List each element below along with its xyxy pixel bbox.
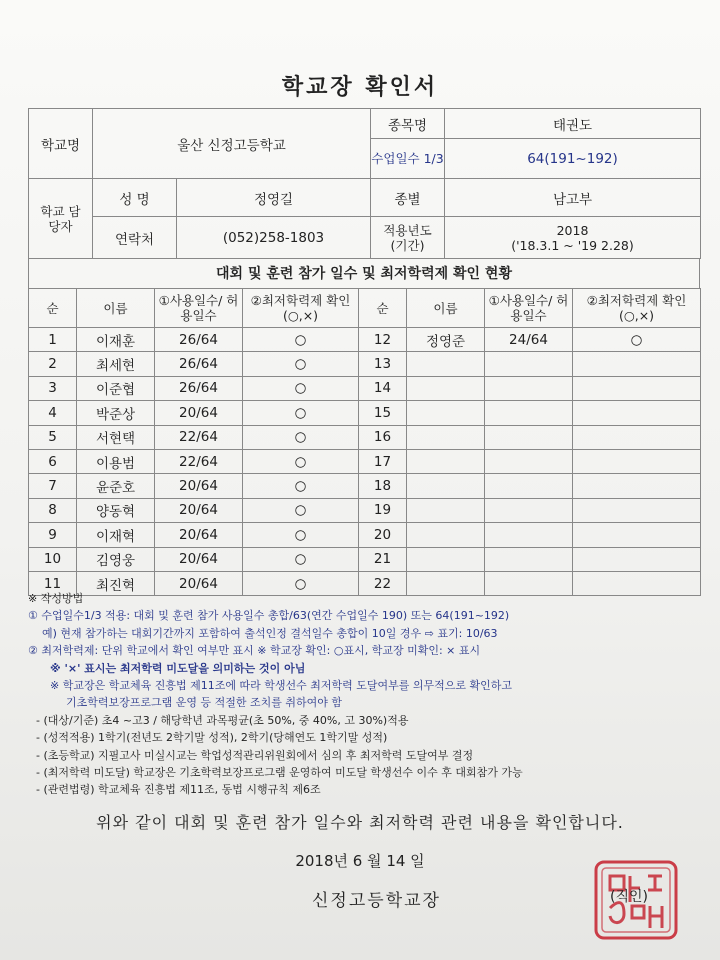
student-days xyxy=(485,449,573,473)
student-days: 22/64 xyxy=(155,449,243,473)
student-check: ○ xyxy=(243,401,359,425)
note-2b: ※ '×' 표시는 최저학력 미도달을 의미하는 것이 아님 xyxy=(50,661,306,675)
phone-label: 연락처 xyxy=(93,217,177,259)
student-days: 26/64 xyxy=(155,328,243,352)
student-name: 최세현 xyxy=(77,352,155,376)
student-check: ○ xyxy=(243,474,359,498)
student-days: 20/64 xyxy=(155,498,243,522)
section-title-row xyxy=(28,258,700,289)
student-days xyxy=(485,352,573,376)
table-header-row xyxy=(29,289,701,328)
student-days xyxy=(485,474,573,498)
student-days: 20/64 xyxy=(155,547,243,571)
student-no: 10 xyxy=(29,547,77,571)
detail-3: - (초등학교) 지필고사 미실시교는 학업성적관리위원회에서 심의 후 최저학력 도달여부 결정 xyxy=(36,748,474,762)
student-name: 최진혁 xyxy=(77,571,155,595)
student-days: 26/64 xyxy=(155,352,243,376)
student-days: 20/64 xyxy=(155,523,243,547)
school-info-table xyxy=(28,108,701,259)
student-check: ○ xyxy=(243,376,359,400)
confirmation-statement: 위와 같이 대회 및 훈련 참가 일수와 최저학력 관련 내용을 확인합니다. xyxy=(96,813,624,832)
student-name: 김영웅 xyxy=(77,547,155,571)
student-check: ○ xyxy=(243,547,359,571)
student-days xyxy=(485,523,573,547)
table-row xyxy=(29,449,701,473)
student-name xyxy=(407,425,485,449)
student-name: 서현택 xyxy=(77,425,155,449)
days-label: 수업일수 1/3 xyxy=(371,139,445,179)
student-days: 20/64 xyxy=(155,571,243,595)
student-no: 4 xyxy=(29,401,77,425)
seal-label: (직인) xyxy=(610,889,648,905)
student-name xyxy=(407,474,485,498)
table-row xyxy=(29,401,701,425)
student-no: 22 xyxy=(359,571,407,595)
school-name-value: 울산 신정고등학교 xyxy=(93,109,371,179)
event-label: 종목명 xyxy=(371,109,445,139)
category-label: 종별 xyxy=(371,179,445,217)
student-name: 이재혁 xyxy=(77,523,155,547)
contact-label: 학교 담당자 xyxy=(29,179,93,259)
year-value: 2018 xyxy=(556,222,589,238)
student-check: ○ xyxy=(243,449,359,473)
student-name: 박준상 xyxy=(77,401,155,425)
student-check xyxy=(573,474,701,498)
student-name: 윤준호 xyxy=(77,474,155,498)
student-days: 22/64 xyxy=(155,425,243,449)
roster-body xyxy=(29,289,701,596)
detail-2: - (성적적용) 1학기(전년도 2학기말 성적), 2학기(당해연도 1학기말 성적) xyxy=(36,731,388,745)
student-name xyxy=(407,523,485,547)
student-name: 정영준 xyxy=(407,328,485,352)
student-no: 2 xyxy=(29,352,77,376)
event-value: 태권도 xyxy=(445,109,701,139)
student-no: 17 xyxy=(359,449,407,473)
student-check xyxy=(573,425,701,449)
student-days xyxy=(485,498,573,522)
year-cell xyxy=(445,217,701,259)
category-value: 남고부 xyxy=(445,179,701,217)
student-name xyxy=(407,498,485,522)
student-no: 8 xyxy=(29,498,77,522)
period-value: ('18.3.1 ~ '19 2.28) xyxy=(511,237,634,253)
student-check xyxy=(573,376,701,400)
student-days: 24/64 xyxy=(485,328,573,352)
col-check-header: ②최저학력제 확인(○,×) xyxy=(573,289,701,328)
student-no: 16 xyxy=(359,425,407,449)
student-no: 19 xyxy=(359,498,407,522)
student-name xyxy=(407,376,485,400)
student-check: ○ xyxy=(243,425,359,449)
student-check xyxy=(573,523,701,547)
student-name: 이재훈 xyxy=(77,328,155,352)
principal-title: 신정고등학교장 xyxy=(312,891,441,911)
student-no: 9 xyxy=(29,523,77,547)
table-row xyxy=(29,328,701,352)
student-name xyxy=(407,449,485,473)
col-name-header: 이름 xyxy=(407,289,485,328)
student-check xyxy=(573,352,701,376)
student-check: ○ xyxy=(243,328,359,352)
student-no: 14 xyxy=(359,376,407,400)
note-2c: ※ 학교장은 학교체육 진흥법 제11조에 따라 학생선수 최저학력 도달여부를 의무적으로 확인하고 xyxy=(50,679,512,693)
col-days-header: ①사용일수/ 허용일수 xyxy=(485,289,573,328)
student-days: 20/64 xyxy=(155,401,243,425)
student-name: 이준협 xyxy=(77,376,155,400)
student-check xyxy=(573,547,701,571)
student-no: 15 xyxy=(359,401,407,425)
student-days xyxy=(485,547,573,571)
note-2a: ② 최저학력제: 단위 학교에서 확인 여부만 표시 ※ 학교장 확인: ○표시, 학교장 미확인: × 표시 xyxy=(28,644,481,658)
section-title: 대회 및 훈련 참가 일수 및 최저학력제 확인 현황 xyxy=(29,258,700,289)
person-label: 성 명 xyxy=(93,179,177,217)
student-no: 20 xyxy=(359,523,407,547)
notes-heading: ※ 작성방법 xyxy=(28,592,84,605)
table-row xyxy=(29,547,701,571)
table-row xyxy=(29,425,701,449)
col-check-header: ②최저학력제 확인(○,×) xyxy=(243,289,359,328)
student-no: 6 xyxy=(29,449,77,473)
detail-5: - (관련법령) 학교체육 진흥법 제11조, 동법 시행규칙 제6조 xyxy=(36,783,321,797)
col-no-header: 순 xyxy=(359,289,407,328)
phone-value: (052)258-1803 xyxy=(177,217,371,259)
table-row xyxy=(29,523,701,547)
table-row xyxy=(29,352,701,376)
note-1b: 예) 현재 참가하는 대회기간까지 포함하여 출석인정 결석일수 총합이 10일 경우 ⇨ 표기: 10/63 xyxy=(42,626,498,640)
issue-date: 2018년 6 월 14 일 xyxy=(295,852,425,870)
year-label: 적용년도 (기간) xyxy=(371,217,445,259)
detail-4: - (최저학력 미도달) 학교장은 기초학력보장프로그램 운영하여 미도달 학생선수 이수 후 대회참가 가능 xyxy=(36,766,523,780)
page-title: 학교장 확인서 xyxy=(281,75,439,100)
student-name: 이용범 xyxy=(77,449,155,473)
col-name-header: 이름 xyxy=(77,289,155,328)
student-no: 3 xyxy=(29,376,77,400)
school-name-label: 학교명 xyxy=(29,109,93,179)
student-check xyxy=(573,401,701,425)
table-row xyxy=(29,376,701,400)
student-check: ○ xyxy=(243,571,359,595)
student-name xyxy=(407,547,485,571)
student-no: 13 xyxy=(359,352,407,376)
col-days-header: ①사용일수/ 허용일수 xyxy=(155,289,243,328)
student-no: 5 xyxy=(29,425,77,449)
student-no: 21 xyxy=(359,547,407,571)
student-days: 20/64 xyxy=(155,474,243,498)
student-no: 18 xyxy=(359,474,407,498)
student-check xyxy=(573,498,701,522)
student-check: ○ xyxy=(243,352,359,376)
student-days xyxy=(485,401,573,425)
note-2d: 기초학력보장프로그램 운영 등 적절한 조치를 취하여야 함 xyxy=(66,696,343,710)
roster-table xyxy=(28,288,701,596)
student-check: ○ xyxy=(573,328,701,352)
student-check xyxy=(573,449,701,473)
table-row xyxy=(29,474,701,498)
student-check: ○ xyxy=(243,498,359,522)
student-days xyxy=(485,425,573,449)
student-no: 7 xyxy=(29,474,77,498)
student-no: 11 xyxy=(29,571,77,595)
table-row xyxy=(29,498,701,522)
days-value: 64(191~192) xyxy=(445,139,701,179)
person-value: 정영길 xyxy=(177,179,371,217)
student-no: 1 xyxy=(29,328,77,352)
detail-1: - (대상/기준) 초4 ~고3 / 해당학년 과목평균(초 50%, 중 40%, 고 30%)적용 xyxy=(36,713,409,727)
student-days: 26/64 xyxy=(155,376,243,400)
instructions xyxy=(28,590,700,799)
note-1a: ① 수업일수1/3 적용: 대회 및 훈련 참가 사용일수 총합/63(연간 수업일수 190) 또는 64(191~192) xyxy=(28,609,510,623)
student-no: 12 xyxy=(359,328,407,352)
student-days xyxy=(485,376,573,400)
student-check: ○ xyxy=(243,523,359,547)
student-name xyxy=(407,401,485,425)
student-name: 양동혁 xyxy=(77,498,155,522)
student-name xyxy=(407,352,485,376)
col-no-header: 순 xyxy=(29,289,77,328)
